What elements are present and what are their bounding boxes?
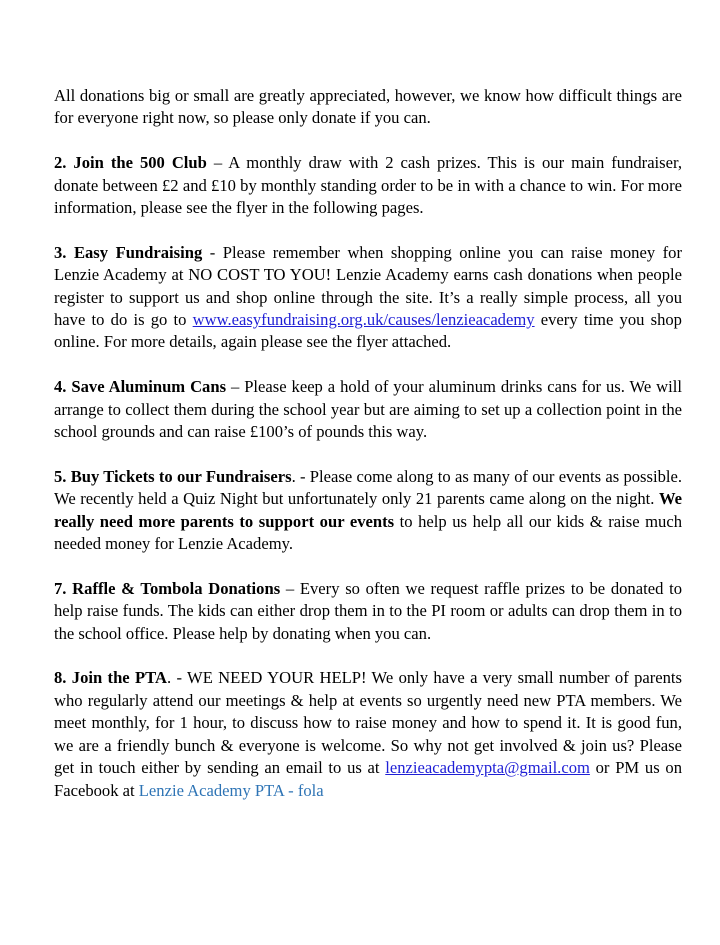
section-raffle-title: 7. Raffle & Tombola Donations	[54, 578, 281, 598]
easyfundraising-link[interactable]: www.easyfundraising.org.uk/causes/lenzieacademy	[192, 310, 535, 330]
section-raffle-text: – Every so often we request raffle prizes to be donated to help raise funds. The kids can either drop them in to the PI room or adults can drop them in to the school office. Please help by donating when you can.	[54, 578, 682, 643]
section-join-pta-title: 8. Join the PTA	[54, 668, 167, 688]
section-easy-fundraising	[54, 242, 682, 354]
section-aluminum-cans	[54, 376, 682, 443]
section-raffle	[54, 578, 682, 645]
section-500-club-text: – A monthly draw with 2 cash prizes. This is our main fundraiser, donate between £2 and £10 by monthly standing order to be in with a chance to win. For more information, please see the flyer in the following pages.	[54, 153, 682, 218]
section-500-club	[54, 152, 682, 219]
document-body	[54, 85, 682, 824]
facebook-page-name[interactable]: Lenzie Academy PTA - fola	[138, 780, 324, 800]
section-join-pta	[54, 667, 682, 801]
section-500-club-title: 2. Join the 500 Club	[54, 153, 207, 173]
section-easy-fundraising-text: - Please remember when shopping online you can raise money for Lenzie Academy at NO COST TO YOU! Lenzie Academy earns cash donations when people register to support us and shop online through the site. It’s a really simple process, all you have to do is go to	[54, 242, 682, 330]
section-join-pta-text-after: or PM us on Facebook at	[54, 758, 682, 800]
section-easy-fundraising-title: 3. Easy Fundraising	[54, 242, 203, 262]
intro-paragraph	[54, 85, 682, 130]
section-easy-fundraising-text-after: every time you shop online. For more details, again please see the flyer attached.	[54, 310, 682, 352]
section-aluminum-cans-title: 4. Save Aluminum Cans	[54, 377, 227, 397]
section-tickets	[54, 466, 682, 556]
intro-text: All donations big or small are greatly appreciated, however, we know how difficult things are for everyone right now, so please only donate if you can.	[54, 86, 682, 128]
section-tickets-text: . - Please come along to as many of our events as possible. We recently held a Quiz Night but unfortunately only 21 parents came along on the night.	[54, 466, 682, 509]
section-tickets-text-after: to help us help all our kids & raise much needed money for Lenzie Academy.	[54, 511, 682, 554]
pta-email-link[interactable]: lenzieacademypta@gmail.com	[385, 758, 590, 778]
section-tickets-bold-text: We really need more parents to support our events	[54, 489, 682, 531]
section-join-pta-text: . - WE NEED YOUR HELP! We only have a very small number of parents who regularly attend our meetings & help at events so urgently need new PTA members. We meet monthly, for 1 hour, to discuss how to raise money and how to spend it. It is good fun, we are a friendly bunch & everyone is welcome. So why not get involved & join us? Please get in touch either by sending an email to us at	[54, 668, 683, 778]
section-tickets-title: 5. Buy Tickets to our Fundraisers	[54, 466, 292, 486]
section-aluminum-cans-text: – Please keep a hold of your aluminum drinks cans for us. We will arrange to collect them during the school year but are aiming to set up a collection point in the school grounds and can raise £100’s of pounds this way.	[54, 377, 682, 442]
